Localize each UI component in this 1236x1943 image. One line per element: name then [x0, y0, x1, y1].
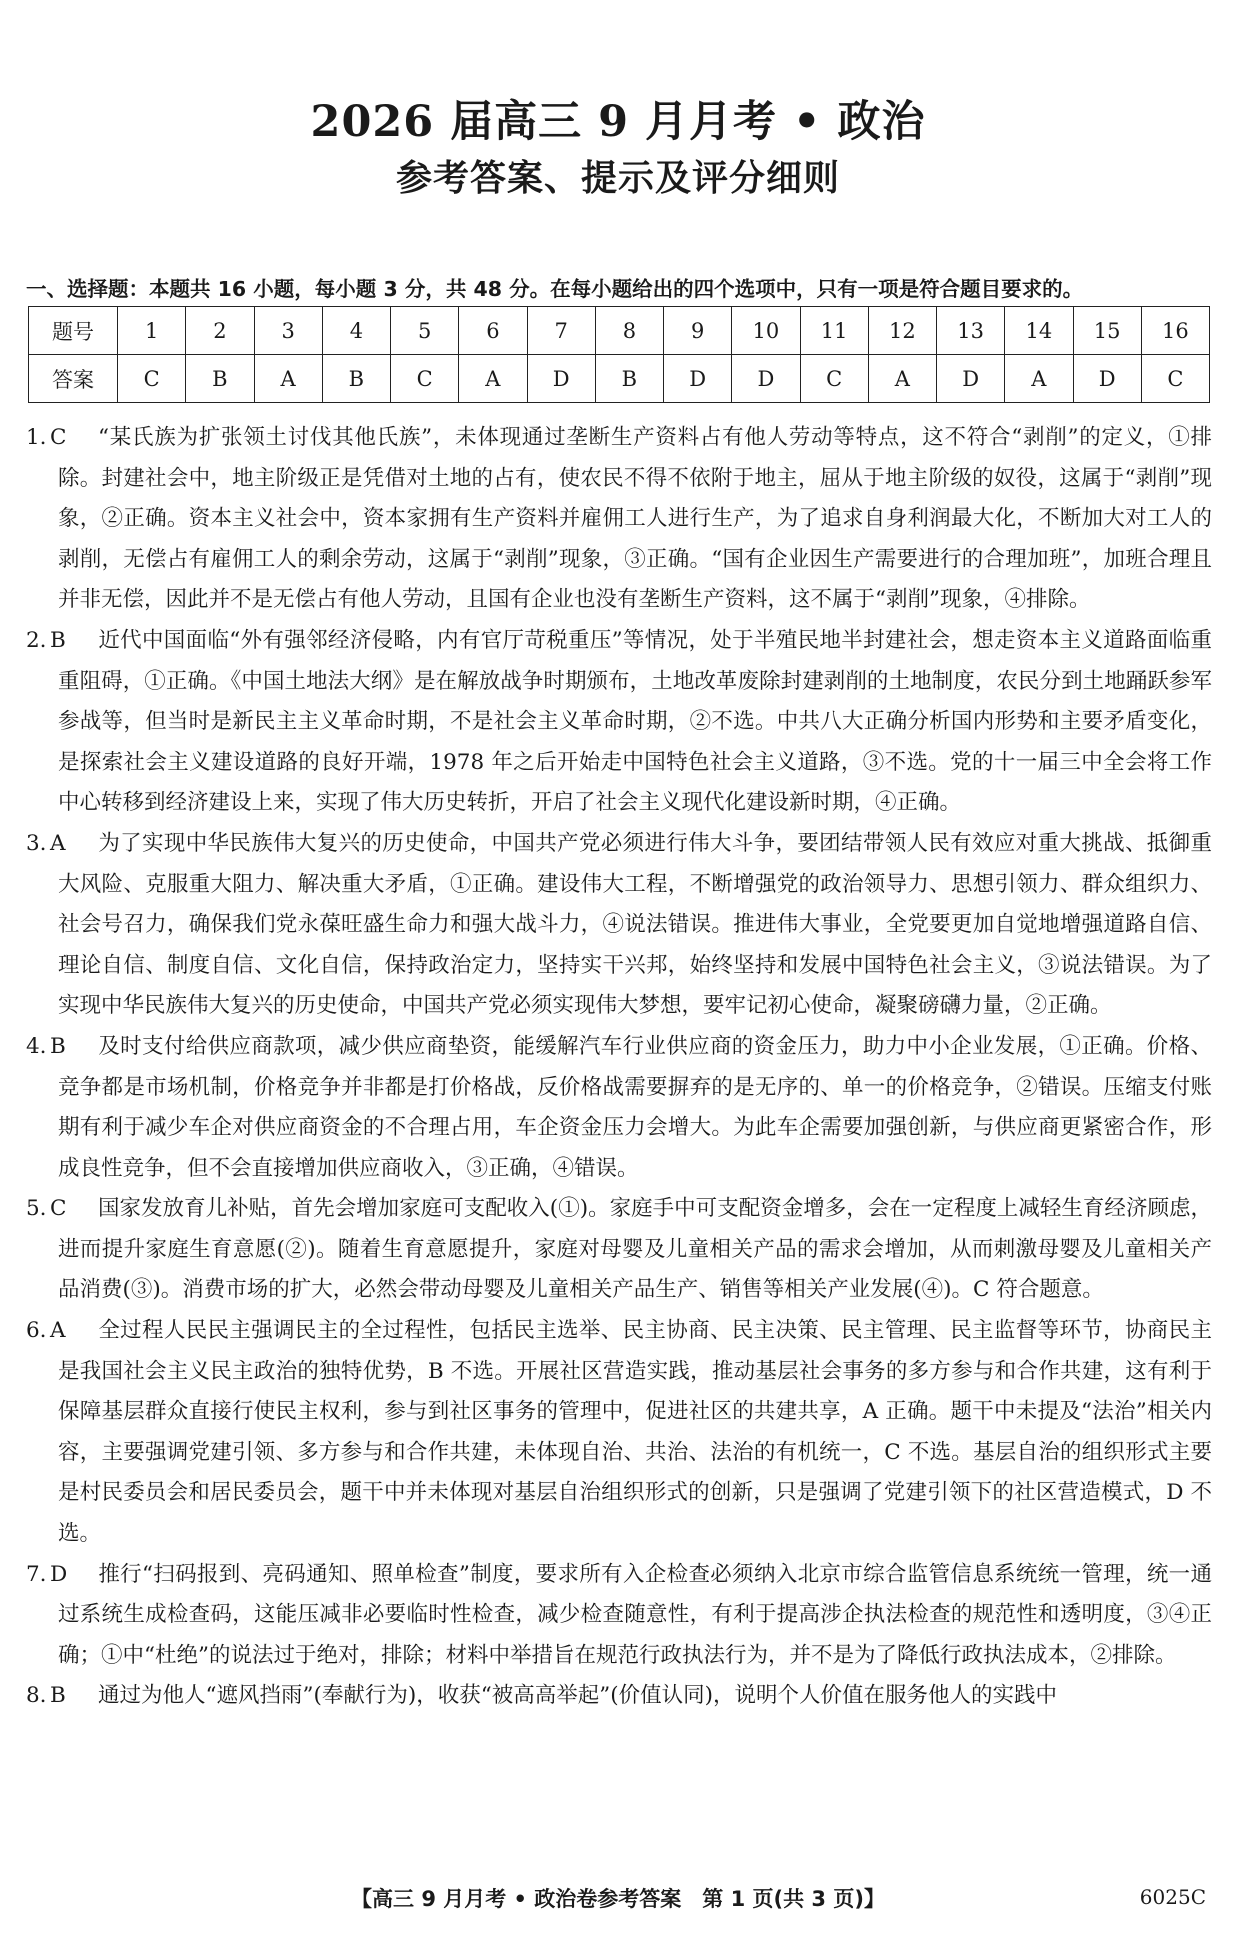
item-number: 2.	[26, 627, 47, 653]
answer-cell: A	[1005, 355, 1073, 403]
answer-table	[28, 306, 1210, 403]
item-number: 8.	[26, 1683, 47, 1709]
question-number-cell: 15	[1073, 307, 1141, 355]
item-explanation-text: 及时支付给供应商款项，减少供应商垫资，能缓解汽车行业供应商的资金压力，助力中小企业发展，①正确。价格、竞争都是市场机制，价格竞争并非都是打价格战，反价格战需要摒弃的是无序的、单一的价格竞争，②错误。压缩支付账期有利于减少车企对供应商资金的不合理占用，车企资金压力会增大。为此车企需要加强创新，与供应商更紧密合作，形成良性竞争，但不会直接增加供应商收入，③正确，④错误。	[58, 1033, 1212, 1181]
item-answer: C	[50, 425, 67, 450]
document-subtitle: 参考答案、提示及评分细则	[395, 158, 840, 199]
explanation-item	[26, 1555, 1212, 1677]
question-number-cell: 3	[254, 307, 322, 355]
item-number: 5.	[26, 1196, 47, 1222]
answer-cell: A	[868, 355, 936, 403]
row-label-question: 题号	[29, 307, 118, 355]
item-number: 6.	[26, 1318, 47, 1344]
question-number-cell: 6	[459, 307, 527, 355]
item-answer: B	[50, 1033, 66, 1059]
answer-cell: B	[186, 355, 254, 403]
question-number-row	[29, 307, 1210, 355]
document-title: 2026 届高三 9 月月考 • 政治	[310, 97, 926, 147]
answer-cell: C	[391, 355, 459, 403]
explanation-item	[26, 621, 1212, 824]
answer-cell: C	[800, 355, 868, 403]
row-label-answer: 答案	[29, 355, 118, 403]
question-number-cell: 8	[595, 307, 663, 355]
question-number-cell: 11	[800, 307, 868, 355]
answer-cell: D	[732, 355, 800, 403]
item-explanation-text: 通过为他人“遮风挡雨”(奉献行为)，收获“被高高举起”(价值认同)，说明个人价值在服务他人的实践中	[98, 1683, 1058, 1709]
answer-cell: D	[1073, 355, 1141, 403]
item-answer: A	[50, 1318, 66, 1344]
answer-cell: B	[595, 355, 663, 403]
question-number-cell: 1	[118, 307, 186, 355]
item-number: 1.	[26, 425, 47, 450]
item-answer: C	[50, 1196, 67, 1222]
item-answer: A	[50, 830, 66, 856]
explanation-item	[26, 418, 1212, 621]
answer-cell: B	[322, 355, 390, 403]
question-number-cell: 7	[527, 307, 595, 355]
item-number: 4.	[26, 1033, 47, 1059]
item-explanation-text: 国家发放育儿补贴，首先会增加家庭可支配收入(①)。家庭手中可支配资金增多，会在一定程度上减轻生育经济顾虑，进而提升家庭生育意愿(②)。随着生育意愿提升，家庭对母婴及儿童相关产品的需求会增加，从而刺激母婴及儿童相关产品消费(③)。消费市场的扩大，必然会带动母婴及儿童相关产品生产、销售等相关产业发展(④)。C 符合题意。	[58, 1196, 1212, 1303]
question-number-cell: 12	[868, 307, 936, 355]
item-number: 7.	[26, 1561, 47, 1587]
item-explanation-text: 近代中国面临“外有强邻经济侵略，内有官厅苛税重压”等情况，处于半殖民地半封建社会，想走资本主义道路面临重重阻碍，①正确。《中国土地法大纲》是在解放战争时期颁布，土地改革废除封建剥削的土地制度，农民分到土地踊跃参军参战等，但当时是新民主主义革命时期，不是社会主义革命时期，②不选。中共八大正确分析国内形势和主要矛盾变化，是探索社会主义建设道路的良好开端，1978 年之后开始走中国特色社会主义道路，③不选。党的十一届三中全会将工作中心转移到经济建设上来，实现了伟大历史转折，开启了社会主义现代化建设新时期，④正确。	[58, 627, 1212, 816]
item-number: 3.	[26, 830, 47, 856]
item-answer: B	[50, 627, 66, 653]
answer-cell: C	[1141, 355, 1209, 403]
answer-cell: C	[118, 355, 186, 403]
question-number-cell: 5	[391, 307, 459, 355]
page-footer: 【高三 9 月月考 • 政治卷参考答案 第 1 页(共 3 页)】	[351, 1887, 885, 1911]
item-answer: D	[50, 1561, 68, 1587]
question-number-cell: 9	[664, 307, 732, 355]
answer-cell: A	[459, 355, 527, 403]
question-number-cell: 10	[732, 307, 800, 355]
paper-code: 6025C	[1139, 1885, 1206, 1909]
question-number-cell: 2	[186, 307, 254, 355]
item-explanation-text: 全过程人民民主强调民主的全过程性，包括民主选举、民主协商、民主决策、民主管理、民主监督等环节，协商民主是我国社会主义民主政治的独特优势，B 不选。开展社区营造实践，推动基层社会事务的多方参与和合作共建，这有利于保障基层群众直接行使民主权利，参与到社区事务的管理中，促进社区的共建共享，A 正确。题干中未提及“法治”相关内容，主要强调党建引领、多方参与和合作共建，未体现自治、共治、法治的有机统一，C 不选。基层自治的组织形式主要是村民委员会和居民委员会，题干中并未体现对基层自治组织形式的创新，只是强调了党建引领下的社区营造模式，D 不选。	[58, 1318, 1212, 1547]
section-heading: 一、选择题：本题共 16 小题，每小题 3 分，共 48 分。在每小题给出的四个选项中，只有一项是符合题目要求的。	[26, 277, 1084, 301]
explanations-list	[26, 418, 1212, 1717]
explanation-item	[26, 824, 1212, 1027]
question-number-cell: 16	[1141, 307, 1209, 355]
answer-row	[29, 355, 1210, 403]
answer-cell: D	[664, 355, 732, 403]
explanation-item	[26, 1027, 1212, 1189]
item-explanation-text: 为了实现中华民族伟大复兴的历史使命，中国共产党必须进行伟大斗争，要团结带领人民有效应对重大挑战、抵御重大风险、克服重大阻力、解决重大矛盾，①正确。建设伟大工程，不断增强党的政治领导力、思想引领力、群众组织力、社会号召力，确保我们党永葆旺盛生命力和强大战斗力，④说法错误。推进伟大事业，全党要更加自觉地增强道路自信、理论自信、制度自信、文化自信，保持政治定力，坚持实干兴邦，始终坚持和发展中国特色社会主义，③说法错误。为了实现中华民族伟大复兴的历史使命，中国共产党必须实现伟大梦想，要牢记初心使命，凝聚磅礴力量，②正确。	[58, 830, 1212, 1019]
item-explanation-text: 推行“扫码报到、亮码通知、照单检查”制度，要求所有入企检查必须纳入北京市综合监管信息系统统一管理，统一通过系统生成检查码，这能压减非必要临时性检查，减少检查随意性，有利于提高涉企执法检查的规范性和透明度，③④正确；①中“杜绝”的说法过于绝对，排除；材料中举措旨在规范行政执法行为，并不是为了降低行政执法成本，②排除。	[58, 1561, 1212, 1668]
question-number-cell: 4	[322, 307, 390, 355]
answer-cell: D	[937, 355, 1005, 403]
item-answer: B	[50, 1683, 66, 1709]
explanation-item	[26, 1189, 1212, 1311]
explanation-item	[26, 1311, 1212, 1555]
answer-cell: A	[254, 355, 322, 403]
answer-cell: D	[527, 355, 595, 403]
explanation-item	[26, 1676, 1212, 1717]
question-number-cell: 14	[1005, 307, 1073, 355]
item-explanation-text: “某氏族为扩张领土讨伐其他氏族”，未体现通过垄断生产资料占有他人劳动等特点，这不符合“剥削”的定义，①排除。封建社会中，地主阶级正是凭借对土地的占有，使农民不得不依附于地主，屈从于地主阶级的奴役，这属于“剥削”现象，②正确。资本主义社会中，资本家拥有生产资料并雇佣工人进行生产，为了追求自身利润最大化，不断加大对工人的剥削，无偿占有雇佣工人的剩余劳动，这属于“剥削”现象，③正确。“国有企业因生产需要进行的合理加班”，加班合理且并非无偿，因此并不是无偿占有他人劳动，且国有企业也没有垄断生产资料，这不属于“剥削”现象，④排除。	[58, 425, 1212, 613]
question-number-cell: 13	[937, 307, 1005, 355]
